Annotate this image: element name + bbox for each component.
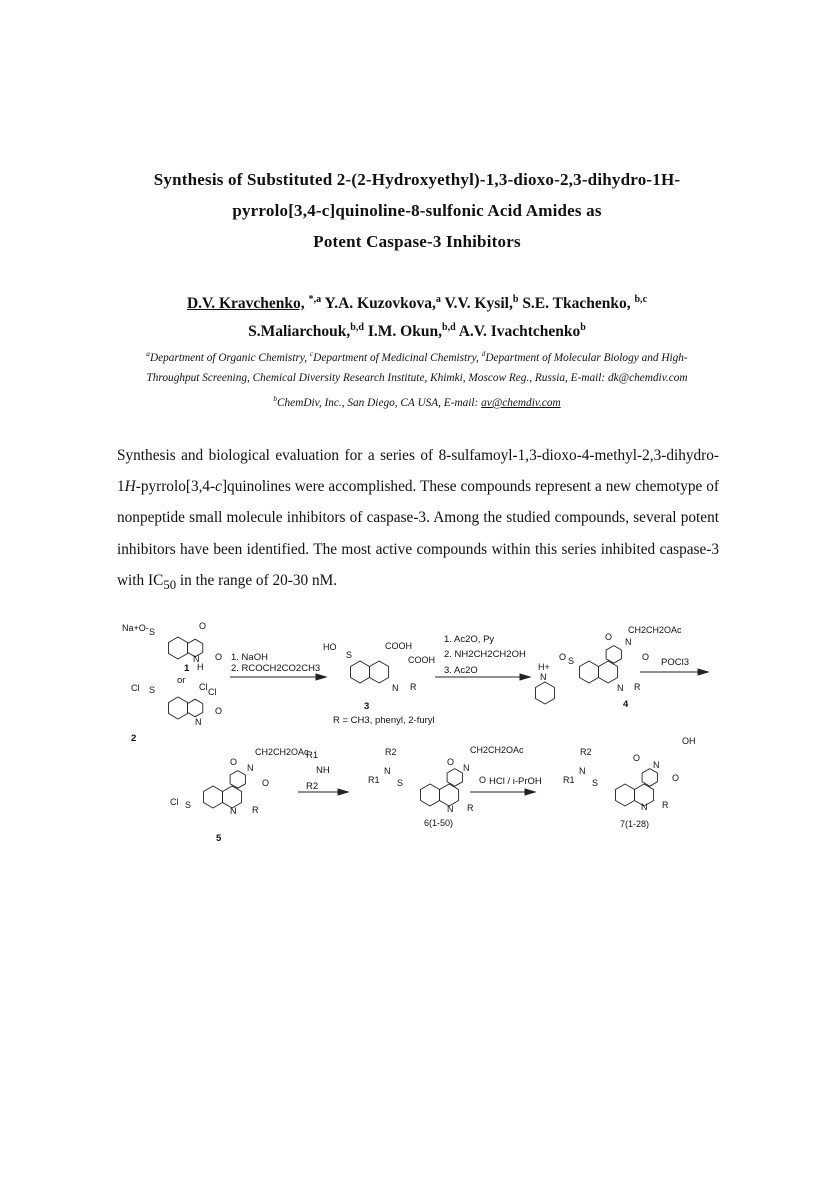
- compound-1-benzene-ring: [169, 637, 188, 659]
- svg-text:S: S: [346, 650, 353, 660]
- svg-text:R: R: [252, 805, 259, 815]
- svg-text:N: N: [447, 804, 454, 814]
- svg-text:R2: R2: [385, 747, 397, 757]
- step3-reagent: POCl3: [661, 657, 689, 668]
- svg-text:H+: H+: [538, 662, 550, 672]
- authors-line-1: D.V. Kravchenko, $^{*,a}$ Y.A. Kuzovkova,$^a$ V.V. Kysil,$^b$ S.E. Tkachenko, $^{b,c}$: [186, 294, 648, 313]
- svg-text:H: H: [197, 662, 204, 672]
- compound-3-benzene-ring: [351, 661, 370, 683]
- svg-text:O: O: [230, 757, 238, 767]
- compound-5-label: 5: [216, 833, 222, 844]
- svg-text:R1: R1: [368, 775, 380, 785]
- svg-text:O: O: [642, 652, 650, 662]
- compound-4-label: 4: [623, 699, 629, 710]
- svg-text:N: N: [384, 766, 391, 776]
- reagent-r1: R1: [306, 750, 319, 761]
- compound-4-pyridine-ring: [599, 661, 618, 683]
- compound-7-imide-ring: [642, 769, 657, 787]
- svg-text:N: N: [392, 683, 399, 693]
- svg-text:S: S: [397, 778, 404, 788]
- compound-5-pyridine-ring: [223, 786, 242, 808]
- title-line-3: Potent Caspase-3 Inhibitors: [313, 232, 521, 251]
- svg-text:Cl: Cl: [170, 797, 179, 807]
- svg-text:R2: R2: [580, 747, 592, 757]
- svg-text:O: O: [215, 652, 223, 662]
- compound-6-pyridine-ring: [440, 784, 459, 806]
- compound-6-label: 6(1-50): [424, 818, 454, 828]
- svg-text:R1: R1: [563, 775, 575, 785]
- compound-1-label: 1: [184, 663, 190, 674]
- svg-text:O: O: [605, 632, 613, 642]
- svg-text:COOH: COOH: [385, 641, 412, 651]
- svg-text:N: N: [195, 717, 202, 727]
- svg-text:O: O: [672, 773, 680, 783]
- author-corresponding: D.V. Kravchenko,: [186, 295, 305, 313]
- svg-text:O: O: [479, 775, 487, 785]
- svg-text:N: N: [463, 763, 470, 773]
- svg-text:COOH: COOH: [408, 655, 435, 665]
- step2-reagent-3: 3. Ac2O: [444, 665, 478, 676]
- svg-text:N: N: [625, 637, 632, 647]
- compound-4-imide-ring: [606, 646, 621, 664]
- svg-text:HO: HO: [323, 642, 337, 652]
- svg-text:R: R: [634, 682, 641, 692]
- compound-7-label: 7(1-28): [620, 819, 650, 829]
- svg-text:S: S: [185, 800, 192, 810]
- step2-reagent-2: 2. NH2CH2CH2OH: [444, 649, 526, 660]
- svg-text:O: O: [633, 753, 641, 763]
- r-definition: R = CH3, phenyl, 2-furyl: [333, 715, 435, 726]
- svg-text:N: N: [579, 766, 586, 776]
- svg-text:OH: OH: [682, 736, 696, 746]
- svg-text:O: O: [262, 778, 270, 788]
- affiliation-line-2: Throughput Screening, Chemical Diversity Research Institute, Khimki, Moscow Reg., Russia, E-mail: dk@chemdiv.com: [146, 372, 688, 384]
- compound-2-five-ring: [188, 699, 203, 717]
- step5-reagent: HCl / i-PrOH: [489, 776, 542, 787]
- compound-5-benzene-ring: [204, 786, 223, 808]
- affiliation-line-1: $^a$Department of Organic Chemistry, $^c$Department of Medicinal Chemistry, $^d$Department of Molecular Biology and High-: [146, 349, 688, 364]
- abstract: Synthesis and biological evaluation for a series of 8-sulfamoyl-1,3-dioxo-4-methyl-2,3-dihydro-1H-pyrrolo[3,4-c]quinolines were accomplished. These compounds represent a new chemotype of nonpeptide small molecule inhibitors of caspase-3. Among the studied compounds, several potent inhibitors have been identified. The most active compounds within this series inhibited caspase-3 with $IC_{50}$ in the range of 20-30 nM.: [117, 447, 719, 592]
- svg-text:S: S: [149, 685, 156, 695]
- compound-2-benzene-ring: [169, 697, 188, 719]
- arrowhead: [520, 674, 530, 680]
- svg-text:O: O: [559, 652, 567, 662]
- step1-reagent-2: 2. RCOCH2CO2CH3: [231, 663, 321, 674]
- svg-text:CH2CH2OAc: CH2CH2OAc: [628, 625, 682, 635]
- title-line-2: pyrrolo[3,4-c]quinoline-8-sulfonic Acid Amides as: [232, 201, 602, 220]
- compound-5-imide-ring: [230, 771, 245, 789]
- compound-4-benzene-ring: [580, 661, 599, 683]
- compound-7-benzene-ring: [616, 784, 635, 806]
- reagent-r2: R2: [306, 781, 319, 792]
- svg-text:N: N: [230, 806, 237, 816]
- svg-text:S: S: [592, 778, 599, 788]
- svg-text:N: N: [641, 802, 648, 812]
- svg-text:N: N: [540, 672, 547, 682]
- svg-text:CH2CH2OAc: CH2CH2OAc: [470, 745, 524, 755]
- or-label: or: [177, 675, 186, 686]
- svg-text:O: O: [199, 621, 207, 631]
- svg-text:CH2CH2OAc: CH2CH2OAc: [255, 747, 309, 757]
- svg-text:Cl: Cl: [199, 682, 208, 692]
- svg-text:N: N: [617, 683, 624, 693]
- svg-text:O: O: [215, 706, 223, 716]
- compound-2-label: 2: [131, 733, 137, 744]
- svg-text:R: R: [410, 682, 417, 692]
- svg-text:Na+O-: Na+O-: [122, 623, 149, 633]
- svg-text:S: S: [568, 656, 575, 666]
- step2-reagent-1: 1. Ac2O, Py: [444, 634, 495, 645]
- svg-text:Cl: Cl: [131, 683, 140, 693]
- compound-3-pyridine-ring: [370, 661, 389, 683]
- reagent-nh: NH: [316, 765, 330, 776]
- svg-text:N: N: [653, 760, 660, 770]
- title-line-1: Synthesis of Substituted 2-(2-Hydroxyethyl)-1,3-dioxo-2,3-dihydro-1H-: [153, 170, 681, 189]
- svg-text:O: O: [447, 757, 455, 767]
- pyridinium-ring: [536, 682, 555, 704]
- arrowhead: [316, 674, 326, 680]
- svg-text:S: S: [149, 627, 156, 637]
- compound-3-label: 3: [364, 701, 370, 712]
- svg-text:R: R: [662, 800, 669, 810]
- authors-line-2: S.Maliarchouk,$^{b,d}$ I.M. Okun,$^{b,d}$ A.V. Ivachtchenko$^b$: [248, 322, 586, 341]
- arrowhead: [525, 789, 535, 795]
- svg-text:Cl: Cl: [208, 687, 217, 697]
- arrowhead: [698, 669, 708, 675]
- email-link[interactable]: av@chemdiv.com: [481, 396, 561, 409]
- svg-text:N: N: [247, 763, 254, 773]
- arrowhead: [338, 789, 348, 795]
- step1-reagent-1: 1. NaOH: [231, 652, 268, 663]
- compound-6-benzene-ring: [421, 784, 440, 806]
- compound-6-imide-ring: [447, 769, 462, 787]
- affiliation-line-3: $^b$ChemDiv, Inc., San Diego, CA USA, E-mail: av@chemdiv.com: [273, 394, 561, 409]
- svg-text:N: N: [193, 654, 200, 664]
- svg-text:R: R: [467, 803, 474, 813]
